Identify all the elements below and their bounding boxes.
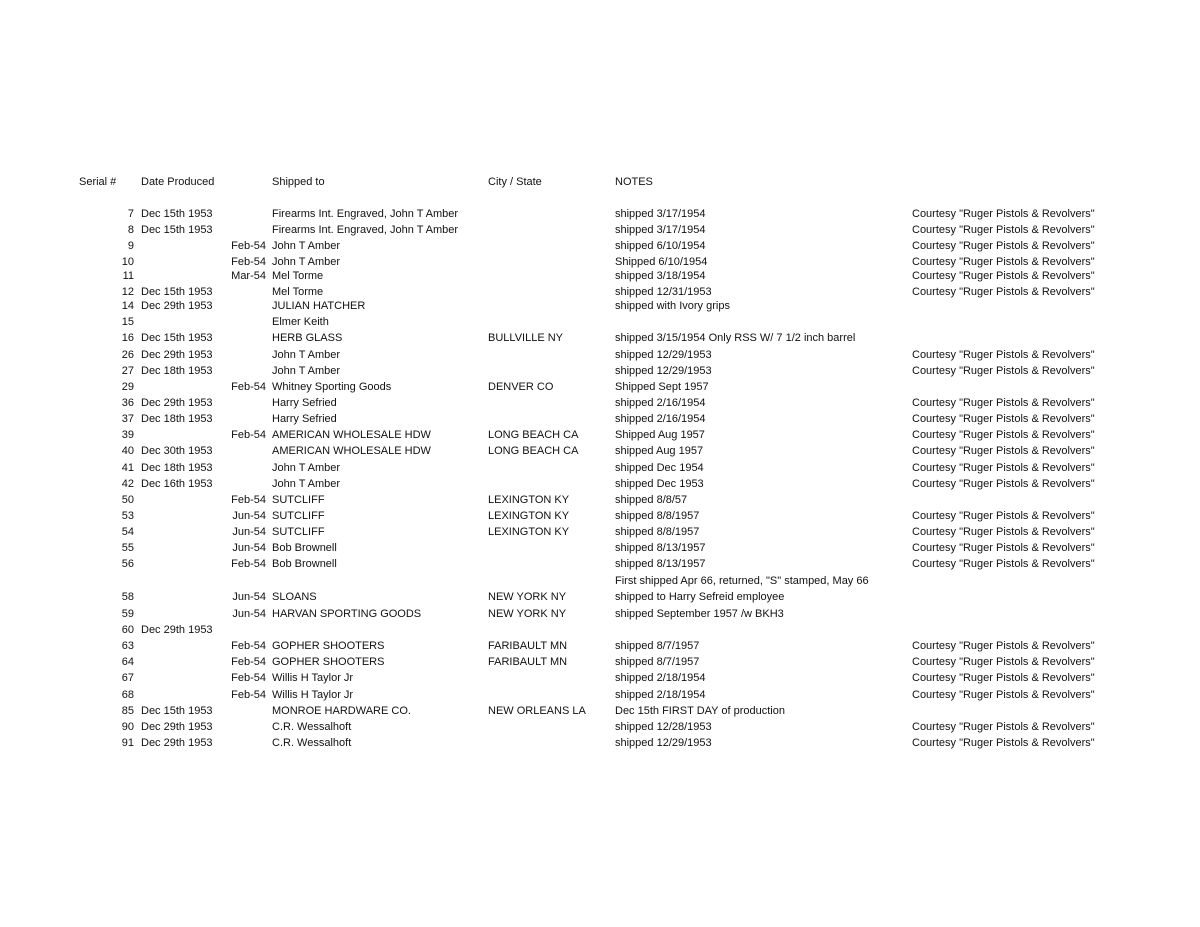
table-row: [0, 704, 1200, 718]
cell-shipped-to: HERB GLASS: [272, 332, 343, 344]
cell-month: Feb-54: [231, 558, 266, 570]
cell-courtesy: Courtesy "Ruger Pistols & Revolvers": [912, 542, 1095, 554]
header-shipped-to: Shipped to: [272, 176, 325, 188]
table-row: [0, 509, 1200, 523]
cell-month: Jun-54: [232, 526, 266, 538]
cell-courtesy: Courtesy "Ruger Pistols & Revolvers": [912, 256, 1095, 268]
table-row: [0, 348, 1200, 362]
cell-date-produced: Dec 15th 1953: [141, 705, 213, 717]
table-row: [0, 380, 1200, 394]
cell-shipped-to: John T Amber: [272, 462, 341, 474]
cell-shipped-to: John T Amber: [272, 349, 341, 361]
table-row: [0, 623, 1200, 637]
cell-shipped-to: SLOANS: [272, 591, 317, 603]
cell-serial: 55: [121, 542, 134, 554]
cell-courtesy: Courtesy "Ruger Pistols & Revolvers": [912, 365, 1095, 377]
cell-notes: shipped 3/17/1954: [615, 208, 706, 220]
cell-courtesy: Courtesy "Ruger Pistols & Revolvers": [912, 208, 1095, 220]
cell-serial: 63: [121, 640, 134, 652]
header-row: [0, 175, 1200, 189]
cell-shipped-to: Harry Sefried: [272, 413, 337, 425]
cell-shipped-to: C.R. Wessalhoft: [272, 721, 352, 733]
cell-courtesy: Courtesy "Ruger Pistols & Revolvers": [912, 640, 1095, 652]
table-row: [0, 285, 1200, 299]
cell-courtesy: Courtesy "Ruger Pistols & Revolvers": [912, 349, 1095, 361]
cell-month: Feb-54: [231, 656, 266, 668]
cell-notes: Shipped Sept 1957: [615, 381, 709, 393]
cell-serial: 64: [121, 656, 134, 668]
table-row: [0, 525, 1200, 539]
cell-shipped-to: Firearms Int. Engraved, John T Amber: [272, 224, 459, 236]
cell-serial: 53: [121, 510, 134, 522]
cell-courtesy: Courtesy "Ruger Pistols & Revolvers": [912, 672, 1095, 684]
header-notes: NOTES: [615, 176, 653, 188]
table-row: [0, 688, 1200, 702]
cell-serial: 90: [121, 721, 134, 733]
header-city-state: City / State: [488, 176, 542, 188]
cell-shipped-to: John T Amber: [272, 478, 341, 490]
cell-notes: shipped Aug 1957: [615, 445, 704, 457]
cell-courtesy: Courtesy "Ruger Pistols & Revolvers": [912, 656, 1095, 668]
cell-date-produced: Dec 30th 1953: [141, 445, 213, 457]
cell-notes: shipped 12/29/1953: [615, 365, 712, 377]
cell-date-produced: Dec 18th 1953: [141, 462, 213, 474]
cell-shipped-to: SUTCLIFF: [272, 510, 325, 522]
cell-notes: shipped 8/8/57: [615, 494, 688, 506]
cell-date-produced: Dec 29th 1953: [141, 624, 213, 636]
cell-serial: 68: [121, 689, 134, 701]
cell-serial: 42: [121, 478, 134, 490]
cell-month: Feb-54: [231, 381, 266, 393]
cell-city-state: NEW ORLEANS LA: [488, 705, 586, 717]
cell-notes: shipped 12/29/1953: [615, 349, 712, 361]
cell-serial: 14: [121, 300, 134, 312]
cell-month: Feb-54: [231, 640, 266, 652]
cell-city-state: FARIBAULT MN: [488, 656, 568, 668]
cell-serial: 85: [121, 705, 134, 717]
cell-courtesy: Courtesy "Ruger Pistols & Revolvers": [912, 689, 1095, 701]
table-row: [0, 607, 1200, 621]
cell-shipped-to: John T Amber: [272, 365, 341, 377]
cell-notes: Dec 15th FIRST DAY of production: [615, 705, 785, 717]
cell-serial: 39: [121, 429, 134, 441]
cell-notes: shipped 3/15/1954 Only RSS W/ 7 1/2 inch barrel: [615, 332, 856, 344]
cell-month: Mar-54: [231, 270, 266, 282]
cell-date-produced: Dec 18th 1953: [141, 365, 213, 377]
cell-shipped-to: Whitney Sporting Goods: [272, 381, 392, 393]
cell-serial: 58: [121, 591, 134, 603]
cell-shipped-to: AMERICAN WHOLESALE HDW: [272, 445, 431, 457]
table-row: [0, 444, 1200, 458]
cell-city-state: LEXINGTON KY: [488, 526, 570, 538]
table-row: [0, 557, 1200, 571]
cell-date-produced: Dec 29th 1953: [141, 397, 213, 409]
table-row: [0, 269, 1200, 283]
cell-notes: shipped 12/31/1953: [615, 286, 712, 298]
cell-city-state: NEW YORK NY: [488, 608, 567, 620]
cell-notes: shipped 3/17/1954: [615, 224, 706, 236]
cell-courtesy: Courtesy "Ruger Pistols & Revolvers": [912, 270, 1095, 282]
cell-notes: shipped 8/8/1957: [615, 526, 700, 538]
cell-serial: 40: [121, 445, 134, 457]
cell-shipped-to: HARVAN SPORTING GOODS: [272, 608, 422, 620]
cell-month: Jun-54: [232, 542, 266, 554]
cell-shipped-to: C.R. Wessalhoft: [272, 737, 352, 749]
cell-notes: shipped Dec 1953: [615, 478, 704, 490]
table-row: [0, 223, 1200, 237]
table-row: [0, 364, 1200, 378]
cell-notes: shipped 3/18/1954: [615, 270, 706, 282]
cell-shipped-to: Willis H Taylor Jr: [272, 672, 354, 684]
cell-shipped-to: Elmer Keith: [272, 316, 329, 328]
cell-shipped-to: John T Amber: [272, 240, 341, 252]
cell-notes: shipped 2/18/1954: [615, 672, 706, 684]
cell-notes: shipped Dec 1954: [615, 462, 704, 474]
cell-city-state: LEXINGTON KY: [488, 494, 570, 506]
cell-date-produced: Dec 15th 1953: [141, 332, 213, 344]
cell-notes: Shipped Aug 1957: [615, 429, 705, 441]
cell-notes: shipped 2/16/1954: [615, 413, 706, 425]
cell-courtesy: Courtesy "Ruger Pistols & Revolvers": [912, 413, 1095, 425]
cell-courtesy: Courtesy "Ruger Pistols & Revolvers": [912, 397, 1095, 409]
cell-date-produced: Dec 16th 1953: [141, 478, 213, 490]
cell-shipped-to: Firearms Int. Engraved, John T Amber: [272, 208, 459, 220]
cell-city-state: FARIBAULT MN: [488, 640, 568, 652]
cell-shipped-to: Harry Sefried: [272, 397, 337, 409]
cell-courtesy: Courtesy "Ruger Pistols & Revolvers": [912, 737, 1095, 749]
cell-city-state: NEW YORK NY: [488, 591, 567, 603]
cell-city-state: LEXINGTON KY: [488, 510, 570, 522]
cell-courtesy: Courtesy "Ruger Pistols & Revolvers": [912, 240, 1095, 252]
header-serial: Serial #: [79, 176, 117, 188]
cell-date-produced: Dec 29th 1953: [141, 721, 213, 733]
cell-notes: shipped 2/16/1954: [615, 397, 706, 409]
cell-month: Feb-54: [231, 494, 266, 506]
cell-date-produced: Dec 15th 1953: [141, 286, 213, 298]
table-row: [0, 207, 1200, 221]
table-row: [0, 736, 1200, 750]
cell-serial: 37: [121, 413, 134, 425]
cell-notes: shipped 12/29/1953: [615, 737, 712, 749]
cell-shipped-to: SUTCLIFF: [272, 526, 325, 538]
cell-date-produced: Dec 15th 1953: [141, 224, 213, 236]
cell-shipped-to: Mel Torme: [272, 270, 324, 282]
cell-courtesy: Courtesy "Ruger Pistols & Revolvers": [912, 462, 1095, 474]
cell-date-produced: Dec 18th 1953: [141, 413, 213, 425]
cell-serial: 11: [122, 270, 134, 282]
cell-notes: shipped 8/13/1957: [615, 542, 706, 554]
cell-serial: 29: [121, 381, 134, 393]
cell-serial: 12: [121, 286, 134, 298]
cell-courtesy: Courtesy "Ruger Pistols & Revolvers": [912, 478, 1095, 490]
cell-city-state: LONG BEACH CA: [488, 445, 579, 457]
cell-notes: shipped 8/13/1957: [615, 558, 706, 570]
cell-shipped-to: GOPHER SHOOTERS: [272, 656, 385, 668]
cell-month: Feb-54: [231, 256, 266, 268]
cell-shipped-to: Bob Brownell: [272, 558, 337, 570]
table-row: [0, 331, 1200, 345]
cell-notes: shipped 8/7/1957: [615, 640, 700, 652]
cell-serial: 91: [121, 737, 134, 749]
table-row: [0, 574, 1200, 588]
cell-notes: shipped to Harry Sefreid employee: [615, 591, 785, 603]
cell-serial: 10: [121, 256, 134, 268]
table-row: [0, 590, 1200, 604]
table-row: [0, 493, 1200, 507]
cell-serial: 36: [121, 397, 134, 409]
cell-city-state: BULLVILLE NY: [488, 332, 564, 344]
cell-notes: shipped 12/28/1953: [615, 721, 712, 733]
cell-notes: shipped 8/8/1957: [615, 510, 700, 522]
cell-courtesy: Courtesy "Ruger Pistols & Revolvers": [912, 526, 1095, 538]
cell-notes: shipped 6/10/1954: [615, 240, 706, 252]
cell-shipped-to: SUTCLIFF: [272, 494, 325, 506]
table-row: [0, 412, 1200, 426]
cell-serial: 41: [121, 462, 134, 474]
cell-shipped-to: Willis H Taylor Jr: [272, 689, 354, 701]
cell-serial: 67: [121, 672, 134, 684]
cell-serial: 56: [121, 558, 134, 570]
cell-courtesy: Courtesy "Ruger Pistols & Revolvers": [912, 721, 1095, 733]
cell-city-state: DENVER CO: [488, 381, 554, 393]
cell-month: Jun-54: [232, 591, 266, 603]
table-row: [0, 655, 1200, 669]
cell-shipped-to: John T Amber: [272, 256, 341, 268]
cell-notes: shipped 8/7/1957: [615, 656, 700, 668]
cell-shipped-to: AMERICAN WHOLESALE HDW: [272, 429, 431, 441]
cell-shipped-to: Mel Torme: [272, 286, 324, 298]
cell-serial: 15: [121, 316, 134, 328]
cell-serial: 50: [121, 494, 134, 506]
cell-courtesy: Courtesy "Ruger Pistols & Revolvers": [912, 445, 1095, 457]
cell-shipped-to: GOPHER SHOOTERS: [272, 640, 385, 652]
cell-month: Feb-54: [231, 429, 266, 441]
cell-notes: shipped with Ivory grips: [615, 300, 730, 312]
cell-month: Feb-54: [231, 240, 266, 252]
cell-shipped-to: Bob Brownell: [272, 542, 337, 554]
cell-notes: Shipped 6/10/1954: [615, 256, 708, 268]
cell-courtesy: Courtesy "Ruger Pistols & Revolvers": [912, 429, 1095, 441]
cell-serial: 27: [121, 365, 134, 377]
cell-courtesy: Courtesy "Ruger Pistols & Revolvers": [912, 558, 1095, 570]
table-row: [0, 671, 1200, 685]
table-row: [0, 477, 1200, 491]
cell-shipped-to: JULIAN HATCHER: [272, 300, 366, 312]
cell-serial: 26: [121, 349, 134, 361]
cell-serial: 16: [121, 332, 134, 344]
cell-serial: 7: [127, 208, 134, 220]
cell-shipped-to: MONROE HARDWARE CO.: [272, 705, 411, 717]
cell-notes: shipped 2/18/1954: [615, 689, 706, 701]
cell-notes: shipped September 1957 /w BKH3: [615, 608, 784, 620]
cell-serial: 59: [121, 608, 134, 620]
cell-serial: 60: [121, 624, 134, 636]
cell-date-produced: Dec 29th 1953: [141, 300, 213, 312]
header-date-produced: Date Produced: [141, 176, 215, 188]
cell-courtesy: Courtesy "Ruger Pistols & Revolvers": [912, 510, 1095, 522]
cell-courtesy: Courtesy "Ruger Pistols & Revolvers": [912, 286, 1095, 298]
cell-courtesy: Courtesy "Ruger Pistols & Revolvers": [912, 224, 1095, 236]
cell-date-produced: Dec 29th 1953: [141, 737, 213, 749]
table-row: [0, 315, 1200, 329]
cell-notes: First shipped Apr 66, returned, "S" stamped, May 66: [615, 575, 869, 587]
table-row: [0, 396, 1200, 410]
cell-serial: 54: [121, 526, 134, 538]
cell-month: Feb-54: [231, 689, 266, 701]
cell-month: Jun-54: [232, 608, 266, 620]
cell-date-produced: Dec 15th 1953: [141, 208, 213, 220]
table-row: [0, 239, 1200, 253]
table-row: [0, 299, 1200, 313]
table-row: [0, 639, 1200, 653]
cell-date-produced: Dec 29th 1953: [141, 349, 213, 361]
table-row: [0, 255, 1200, 269]
cell-serial: 8: [127, 224, 134, 236]
cell-serial: 9: [127, 240, 134, 252]
table-row: [0, 461, 1200, 475]
cell-month: Feb-54: [231, 672, 266, 684]
cell-city-state: LONG BEACH CA: [488, 429, 579, 441]
table-row: [0, 541, 1200, 555]
table-row: [0, 428, 1200, 442]
cell-month: Jun-54: [232, 510, 266, 522]
table-row: [0, 720, 1200, 734]
